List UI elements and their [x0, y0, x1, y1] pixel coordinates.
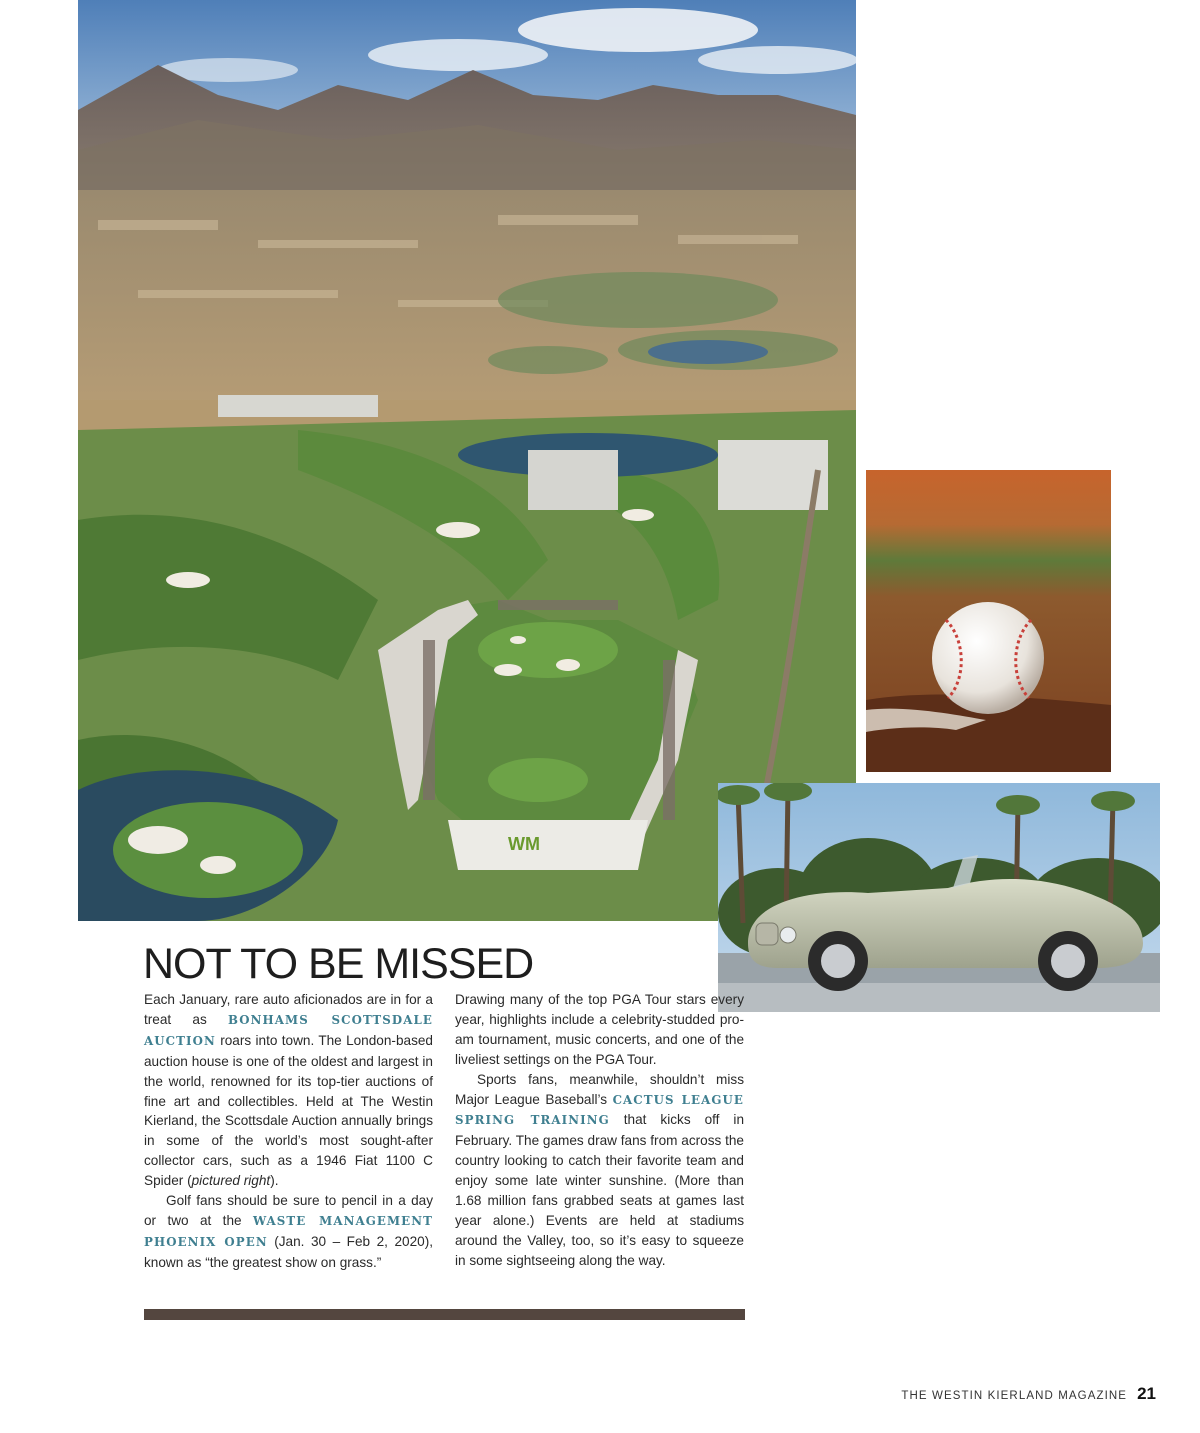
text-span: (Jan. 30 – Feb 2, 2020), known as “the greatest show on grass.”: [144, 1233, 434, 1270]
text-span: roars into town. The London-based auction house is one of the oldest and largest in the world, renowned for its top-tier auctions of fine art and collectibles. Held at The Westin Kierland, the Scottsdale Auction annually brings in some of the world’s most sought-after collector cars, such as a 1946 Fiat 1100 C Spider (: [144, 1032, 433, 1189]
page-title: NOT TO BE MISSED: [143, 940, 534, 988]
baseball-photo: [866, 470, 1111, 772]
text-span: Sports fans, meanwhile, shouldn’t miss Major League Baseball’s: [455, 1071, 744, 1107]
paragraph-baseball: [455, 1070, 744, 1271]
italic-note: pictured right: [191, 1173, 271, 1189]
magazine-name: THE WESTIN KIERLAND MAGAZINE: [901, 1390, 1128, 1402]
text-span: Golf fans should be sure to pencil in a day or two at the: [144, 1193, 433, 1228]
vintage-car-photo: [718, 783, 1160, 1012]
paragraph-golf: [144, 1191, 433, 1273]
cactus-league-link[interactable]: CACTUS LEAGUE SPRING TRAINING: [455, 1092, 744, 1128]
page-footer: [901, 1384, 1156, 1404]
page-number: 21: [1137, 1384, 1156, 1403]
wm-logo-text: WM: [508, 834, 540, 854]
phoenix-open-link[interactable]: WASTE MANAGEMENT PHOENIX OPEN: [144, 1213, 433, 1249]
article-column-left: [144, 990, 433, 1273]
article-column-right: [455, 990, 744, 1271]
text-span: Each January, rare auto aficionados are in for a treat as: [144, 992, 433, 1027]
text-span: that kicks off in February. The games draw fans from across the country looking to catch their favorite team and enjoy some late winter sunshine. (More than 1.68 million fans grabbed seats at games last year alone.) Events are held at stadiums around the Valley, too, so it’s easy to squeeze in some sightseeing along the way.: [455, 1112, 745, 1268]
section-divider-bar: [144, 1309, 745, 1320]
paragraph-auction: [144, 990, 433, 1191]
bonhams-auction-link[interactable]: BONHAMS SCOTTSDALE AUCTION: [144, 1012, 433, 1048]
paragraph-pga: Drawing many of the top PGA Tour stars every year, highlights include a celebrity-studded pro-am tournament, music concerts, and one of the liveliest settings on the PGA Tour.: [455, 992, 744, 1067]
text-span: ).: [270, 1173, 279, 1189]
